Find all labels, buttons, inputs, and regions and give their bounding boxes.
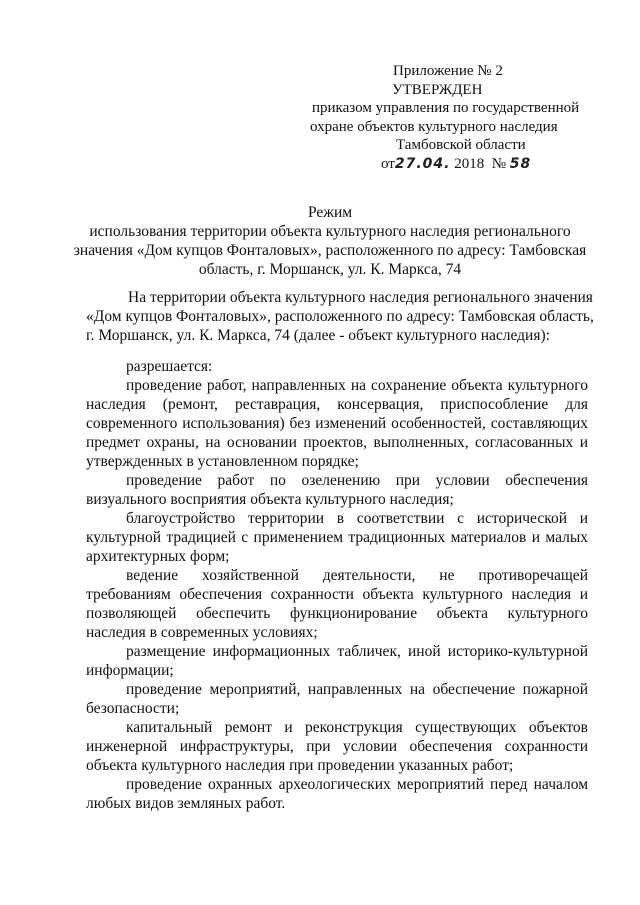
permitted-intro: разрешается:	[126, 358, 213, 375]
title-line-2: значения «Дом купцов Фонталовых», расположенного по адресу: Тамбовская	[73, 242, 587, 259]
permitted-activities	[86, 357, 588, 813]
permitted-item: благоустройство территории в соответствии с исторической и культурной традицией с применением традиционных материалов и малых архитектурных форм;	[86, 510, 588, 565]
handwritten-date: 27.04.	[394, 155, 451, 172]
title-line-1: использования территории объекта культурного наследия регионального	[89, 223, 571, 240]
document-title	[70, 203, 590, 279]
date-prefix: от	[381, 155, 395, 172]
title-heading: Режим	[307, 204, 353, 221]
title-line-3: область, г. Моршанск, ул. К. Маркса, 74	[198, 261, 462, 278]
permitted-item: ведение хозяйственной деятельности, не противоречащей требованиям обеспечения сохранности объекта культурного наследия и позволяющей обеспечить функционирование объекта культурного наследия в современных условиях;	[86, 567, 588, 641]
order-date-line	[305, 155, 605, 174]
preamble-line-3: г. Моршанск, ул. К. Маркса, 74 (далее - объект культурного наследия):	[86, 327, 550, 344]
order-line-3: Тамбовской области	[396, 137, 526, 153]
permitted-item: проведение работ по озеленению при условии обеспечения визуального восприятия объекта культурного наследия;	[86, 472, 588, 508]
handwritten-number: 58	[509, 155, 532, 172]
approval-stamp-block	[305, 62, 605, 173]
appendix-number: Приложение № 2	[393, 63, 503, 79]
preamble-paragraph	[86, 288, 606, 345]
number-prefix: №	[491, 155, 507, 172]
preamble-line-1: На территории объекта культурного наследия регионального значения	[128, 289, 593, 306]
date-year: 2018	[454, 155, 485, 172]
approved-label: УТВЕРЖДЕН	[392, 81, 483, 98]
order-line-2: охране объектов культурного наследия	[310, 118, 558, 135]
permitted-item: проведение мероприятий, направленных на обеспечение пожарной безопасности;	[86, 681, 588, 717]
permitted-item: проведение охранных археологических мероприятий перед началом любых видов земляных работ.	[86, 776, 588, 812]
permitted-item: проведение работ, направленных на сохранение объекта культурного наследия (ремонт, реставрация, консервация, приспособление для современного использования) без изменений особенностей, составляющих предмет охраны, на основании проектов, выполненных, согласованных и утвержденных в установленном порядке;	[86, 377, 588, 470]
permitted-item: капитальный ремонт и реконструкция существующих объектов инженерной инфраструктуры, при условии обеспечения сохранности объекта культурного наследия при проведении указанных работ;	[86, 719, 588, 774]
preamble-line-2: «Дом купцов Фонталовых», расположенного по адресу: Тамбовская область,	[86, 308, 594, 325]
order-line-1: приказом управления по государственной	[312, 100, 580, 116]
permitted-item: размещение информационных табличек, иной историко-культурной информации;	[86, 643, 588, 679]
